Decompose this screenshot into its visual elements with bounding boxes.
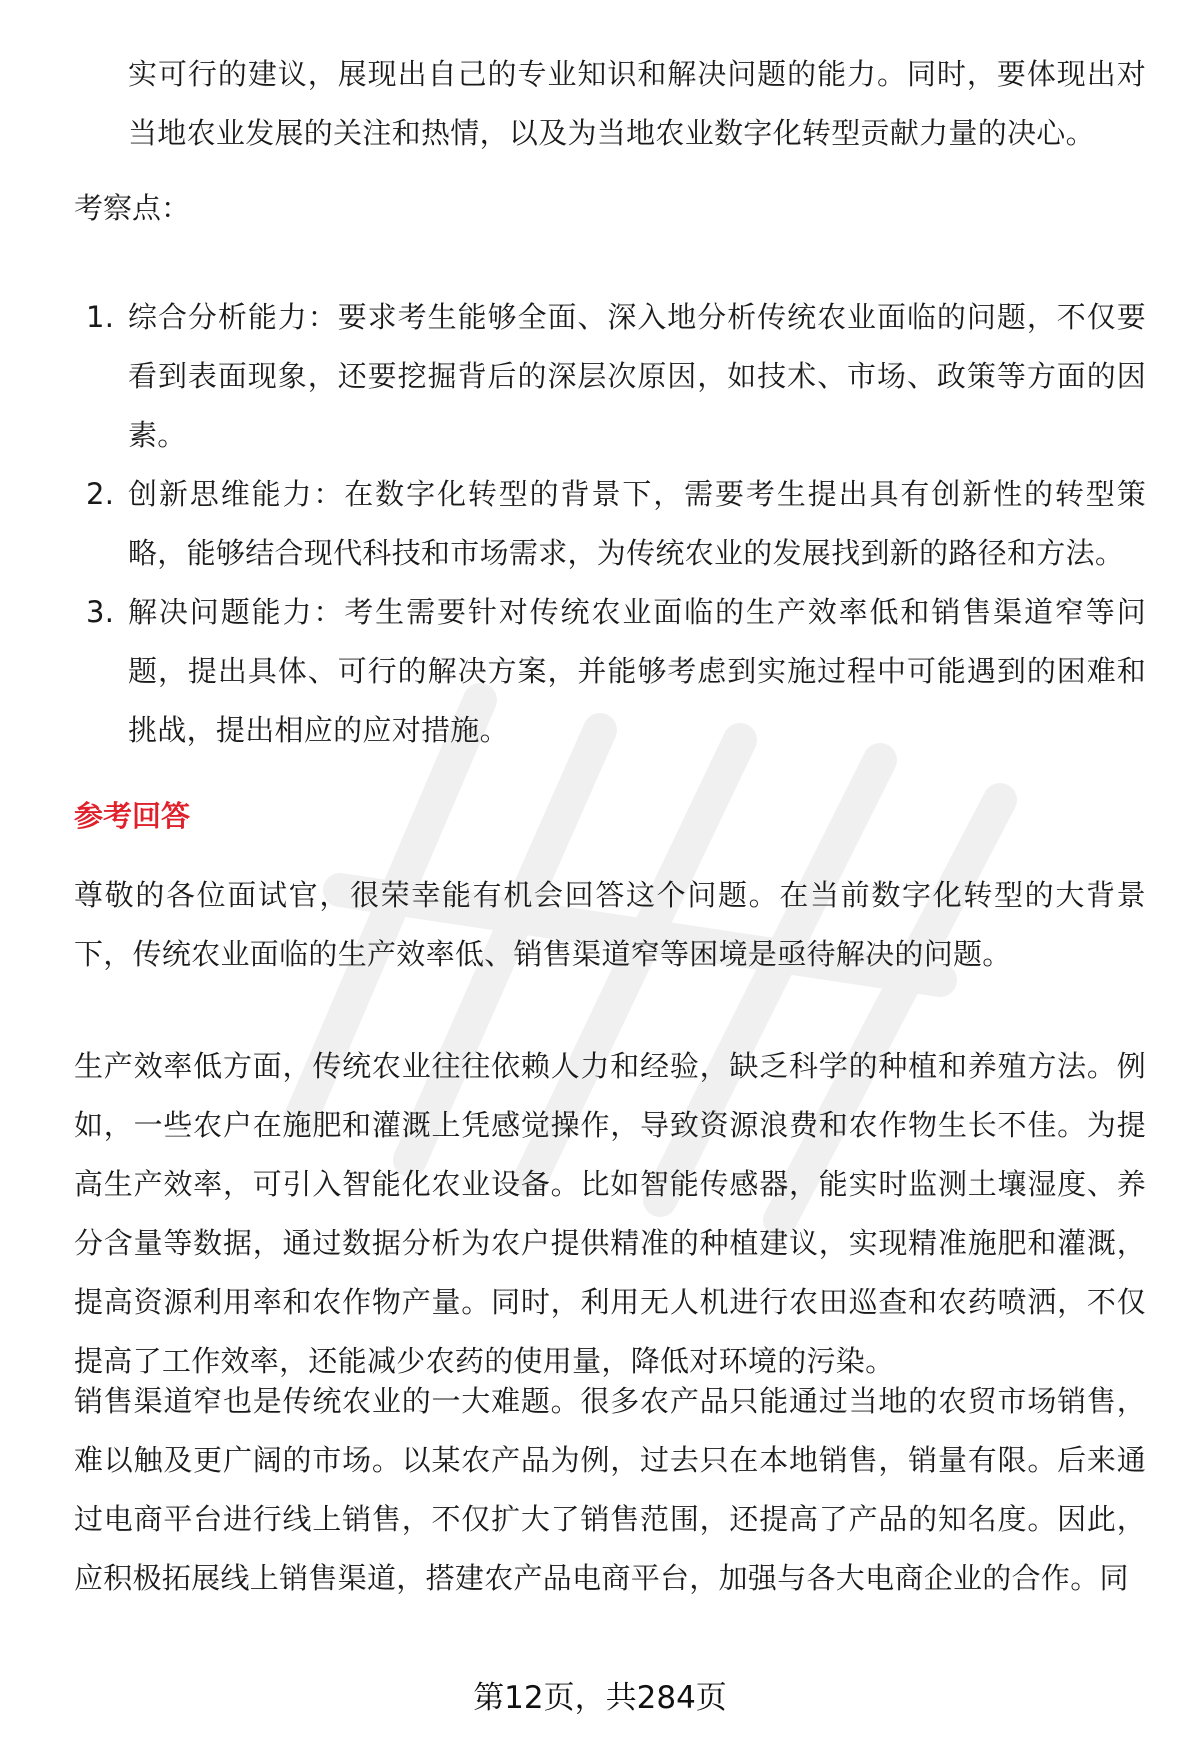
assessment-points-list — [74, 288, 1146, 760]
answer-paragraph: 生产效率低方面，传统农业往往依赖人力和经验，缺乏科学的种植和养殖方法。例如，一些农户在施肥和灌溉上凭感觉操作，导致资源浪费和农作物生长不佳。为提高生产效率，可引入智能化农业设备。比如智能传感器，能实时监测土壤湿度、养分含量等数据，通过数据分析为农户提供精准的种植建议，实现精准施肥和灌溉，提高资源利用率和农作物产量。同时，利用无人机进行农田巡查和农药喷洒，不仅提高了工作效率，还能减少农药的使用量，降低对环境的污染。 — [74, 1049, 1146, 1378]
page-number-footer: 第12页，共284页 — [473, 1680, 727, 1716]
list-item — [74, 288, 1146, 465]
list-number: 3. — [86, 595, 115, 629]
list-item — [74, 465, 1146, 583]
list-item-text: 综合分析能力：要求考生能够全面、深入地分析传统农业面临的问题，不仅要看到表面现象，还要挖掘背后的深层次原因，如技术、市场、政策等方面的因素。 — [128, 300, 1146, 452]
intro-paragraph: 实可行的建议，展现出自己的专业知识和解决问题的能力。同时，要体现出对当地农业发展的关注和热情，以及为当地农业数字化转型贡献力量的决心。 — [128, 57, 1146, 150]
reference-answer-title: 参考回答 — [74, 799, 191, 833]
list-number: 1. — [86, 300, 115, 334]
answer-paragraph: 尊敬的各位面试官，很荣幸能有机会回答这个问题。在当前数字化转型的大背景下，传统农业面临的生产效率低、销售渠道窄等困境是亟待解决的问题。 — [74, 878, 1146, 971]
list-number: 2. — [86, 477, 115, 511]
list-item — [74, 583, 1146, 760]
assessment-label: 考察点： — [74, 191, 191, 225]
answer-paragraph: 销售渠道窄也是传统农业的一大难题。很多农产品只能通过当地的农贸市场销售，难以触及更广阔的市场。以某农产品为例，过去只在本地销售，销量有限。后来通过电商平台进行线上销售，不仅扩大了销售范围，还提高了产品的知名度。因此，应积极拓展线上销售渠道，搭建农产品电商平台，加强与各大电商企业的合作。同 — [74, 1384, 1146, 1595]
list-item-text: 解决问题能力：考生需要针对传统农业面临的生产效率低和销售渠道窄等问题，提出具体、可行的解决方案，并能够考虑到实施过程中可能遇到的困难和挑战，提出相应的应对措施。 — [128, 595, 1146, 747]
list-item-text: 创新思维能力：在数字化转型的背景下，需要考生提出具有创新性的转型策略，能够结合现代科技和市场需求，为传统农业的发展找到新的路径和方法。 — [128, 477, 1146, 570]
